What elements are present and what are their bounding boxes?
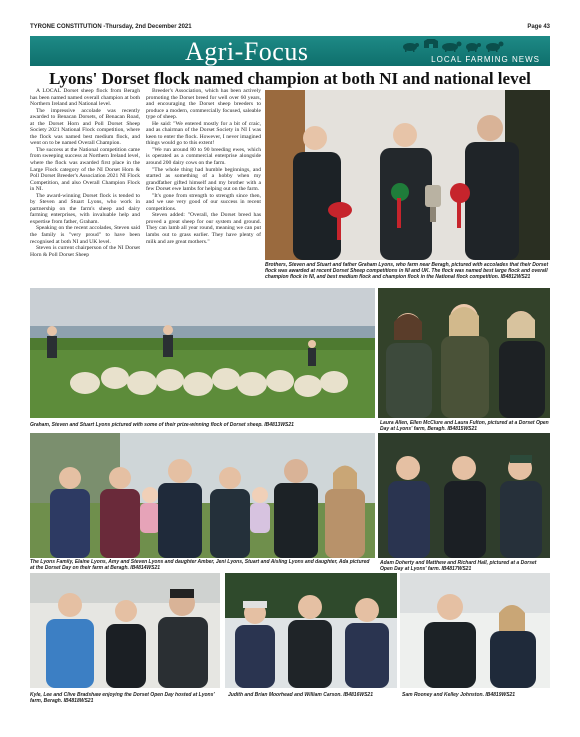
paragraph: Steven added: "Overall, the Dorset breed has proved a great sheep for our system and ground. They can lamb all year round, meaning we can put lambs out to grass earlier. They have plenty of milk and are great mothers." bbox=[146, 212, 261, 245]
flock-in-field-photo bbox=[30, 288, 375, 418]
photo-caption: Brothers, Steven and Stuart and father Graham Lyons, who farm near Beragh, pictured with accolades that their Dorset flock was awarded at recent Dorset Sheep competitions in NI and UK. The flock was named best large flock and overall champion flock in NI, and best medium flock and champion flock in the National flock competition. IB4812WS21 bbox=[265, 262, 549, 280]
photo-caption: Graham, Steven and Stuart Lyons pictured with some of their prize-winning flock of Dorset sheep. IB4813WS21 bbox=[30, 422, 294, 428]
paragraph: A LOCAL Dorset sheep flock from Beragh has been named named overall champion at both Northern Ireland and National level. bbox=[30, 88, 140, 108]
paragraph: Steven is current chairperson of the NI Dorset Horn & Poll Dorset Sheep bbox=[30, 245, 140, 258]
publication-date: TYRONE CONSTITUTION -Thursday, 2nd December 2021 bbox=[30, 24, 192, 30]
paragraph: The award-winning Dorset flock is tended to by Steven and Stuart Lyons, who work in partnership on the farm's sheep and dairy farming enterprises, with invaluable help and expertise from father, Graham. bbox=[30, 192, 140, 225]
rooney-johnston-photo bbox=[400, 573, 550, 688]
photo-caption: Sam Rooney and Kelley Johnston. IB4819WS21 bbox=[402, 692, 516, 698]
photo-caption: Kyle, Lee and Clive Bradshaw enjoying the Dorset Open Day hosted at Lyons' farm, Beragh. IB4818WS21 bbox=[30, 692, 215, 704]
paragraph: Speaking on the recent accolades, Steven said the family is "very proud" to have been recognised at both NI and UK level. bbox=[30, 225, 140, 245]
moorhead-carson-photo bbox=[225, 573, 397, 688]
section-masthead bbox=[30, 36, 550, 66]
paragraph: He said: "We entered mostly for a bit of craic, and as chairman of the Dorset Society in NI I was keen to enter the flock. However, I never imagined things would go to this extent! bbox=[146, 120, 261, 147]
article-headline: Lyons' Dorset flock named champion at both NI and national level bbox=[49, 69, 531, 88]
paragraph: "It's gone from strength to strength since then, and we use very good of our success in recent competitions. bbox=[146, 192, 261, 212]
paragraph: "We run around 80 to 90 breeding ewes, which is operated as a commercial enterprise alongside around 200 dairy cows on the farm. bbox=[146, 146, 261, 167]
paragraph: Breeder's Association, which has been actively promoting the Dorset breed for well over 60 years, and encouraging the Dorset sheep breeders to produce a modern, commercially focused, saleable type of sheep. bbox=[146, 88, 261, 121]
photo-caption: Judith and Brian Moorhead and William Carson. IB4816WS21 bbox=[228, 692, 373, 698]
lyons-family-photo bbox=[30, 433, 375, 558]
three-men-photo bbox=[378, 433, 550, 558]
paragraph: "The whole thing had humble beginnings, and started as something of a hobby when my grandfather gifted himself and my brother with a few Dorset ewe lambs for helping out on the farm. bbox=[146, 166, 261, 193]
section-subtitle: LOCAL FARMING NEWS bbox=[431, 55, 540, 64]
photo-caption: Laura Allen, Ellen McClure and Laura Fulton, pictured at a Dorset Open Day at Lyons' farm, Beragh. IB4815WS21 bbox=[380, 420, 549, 432]
article-column-2 bbox=[146, 88, 261, 245]
farm-animals-icon bbox=[400, 39, 510, 52]
men-with-trophies-photo bbox=[265, 90, 550, 260]
photo-caption: Adam Doherty and Matthew and Richard Hall, pictured at a Dorset Open Day at Lyons' farm. IB4817WS21 bbox=[380, 560, 537, 572]
paragraph: The impressive accolade was recently awarded to Benacan Dorsets, of Benacan Road, at the Dorset Horn and Poll Dorset Sheep Society 2021 National Flock competition, where the flock was named best medium flock, and went on to be named Overall Champion. bbox=[30, 107, 140, 147]
article-column-1 bbox=[30, 88, 140, 258]
bradshaw-trio-photo bbox=[30, 573, 220, 688]
section-title: Agri-Focus bbox=[185, 37, 309, 66]
page-number: Page 43 bbox=[527, 24, 550, 30]
photo-caption: The Lyons Family, Elaine Lyons, Amy and Steven Lyons and daughter Amber, Jeni Lyons, Stuart and Aisling Lyons and daughter, Ada pictured at the Dorset Day on their farm at Beragh. IB4814WS21 bbox=[30, 559, 370, 571]
paragraph: The success at the National competition came from sweeping success at Northern Ireland level, where the flock was awarded first place in the Large Flock category of the NI Dorset Horn & Poll Dorset Breeder's Association 2021 NI Flock Competition, and also Overall Champion Flock in NI. bbox=[30, 146, 140, 193]
page-header bbox=[30, 24, 550, 30]
three-women-photo bbox=[378, 288, 550, 418]
